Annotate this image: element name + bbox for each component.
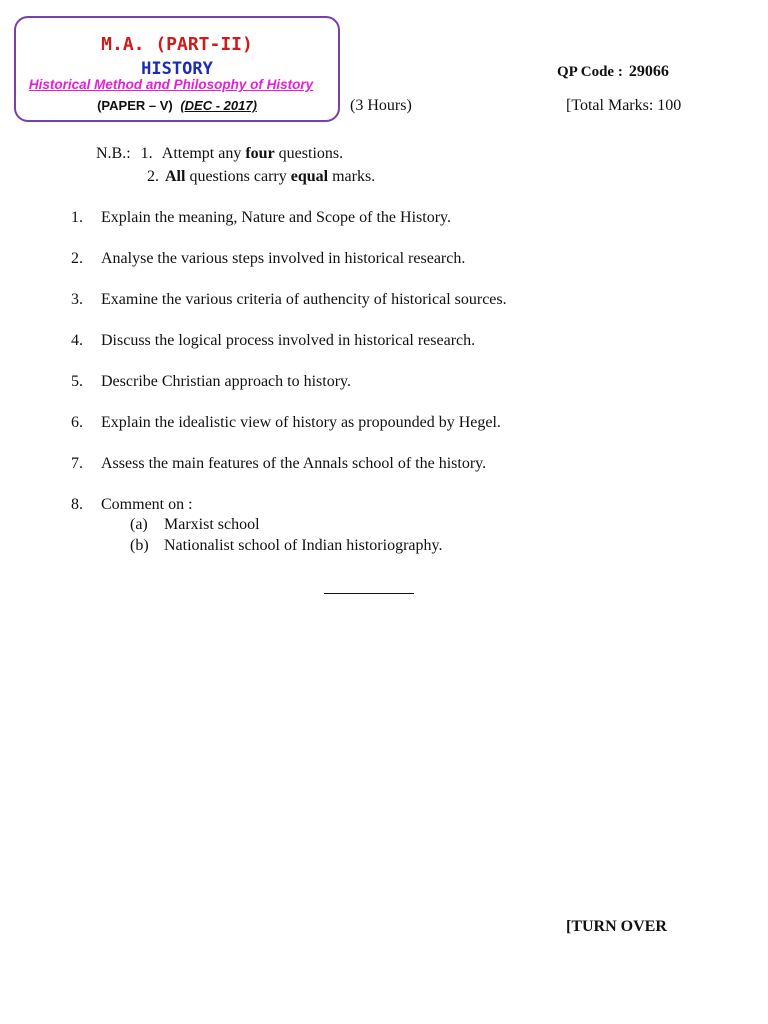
duration: (3 Hours) [350, 97, 412, 114]
subject-title: HISTORY [141, 59, 213, 79]
instruction-emphasis: equal [290, 168, 329, 185]
instruction-emphasis: four [245, 145, 275, 162]
paper-meta [16, 98, 338, 113]
exam-session: (DEC - 2017) [180, 98, 257, 113]
instruction-text: questions carry [189, 168, 287, 185]
question-2 [71, 250, 465, 268]
instruction-emphasis: All [165, 168, 186, 185]
instruction-number: 1. [140, 145, 153, 162]
instruction-text: questions. [278, 145, 344, 162]
question-number: 4. [71, 332, 83, 349]
question-text: Assess the main features of the Annals school of the history. [101, 455, 487, 472]
sub-question-label: (a) [130, 516, 148, 533]
question-8a [130, 516, 260, 534]
nb-label: N.B.: [96, 145, 131, 162]
qp-code-label: QP Code : [557, 64, 623, 80]
sub-question-text: Marxist school [164, 516, 260, 533]
question-text: Examine the various criteria of authencity of historical sources. [101, 291, 507, 308]
question-6 [71, 414, 501, 432]
question-5 [71, 373, 351, 391]
sub-question-text: Nationalist school of Indian historiography. [164, 537, 443, 554]
question-number: 7. [71, 455, 83, 472]
question-text: Describe Christian approach to history. [101, 373, 352, 390]
paper-number: (PAPER – V) [97, 98, 173, 113]
question-7 [71, 455, 486, 473]
question-8 [71, 496, 193, 514]
instruction-line-2 [147, 168, 375, 186]
qp-code [557, 63, 669, 81]
question-number: 1. [71, 209, 83, 226]
instruction-line-1 [96, 145, 343, 163]
end-rule [324, 593, 414, 594]
question-8b [130, 537, 442, 555]
question-number: 6. [71, 414, 83, 431]
question-text: Analyse the various steps involved in historical research. [101, 250, 466, 267]
question-text: Explain the idealistic view of history as propounded by Hegel. [101, 414, 501, 431]
question-3 [71, 291, 507, 309]
question-text: Discuss the logical process involved in historical research. [101, 332, 476, 349]
header-box [14, 16, 340, 122]
instruction-number: 2. [147, 168, 159, 185]
course-title: M.A. (PART-II) [101, 34, 253, 55]
question-number: 5. [71, 373, 83, 390]
question-number: 3. [71, 291, 83, 308]
instruction-text: marks. [332, 168, 376, 185]
question-number: 2. [71, 250, 83, 267]
instruction-text: Attempt any [161, 145, 242, 162]
sub-question-label: (b) [130, 537, 149, 554]
paper-title: Historical Method and Philosophy of History [28, 77, 314, 92]
total-marks: [Total Marks: 100 [566, 97, 682, 114]
qp-code-value: 29066 [628, 63, 669, 80]
turn-over: [TURN OVER [566, 918, 667, 935]
question-text: Comment on : [101, 496, 193, 513]
question-4 [71, 332, 475, 350]
question-1 [71, 209, 451, 227]
question-number: 8. [71, 496, 83, 513]
question-text: Explain the meaning, Nature and Scope of the History. [101, 209, 451, 226]
